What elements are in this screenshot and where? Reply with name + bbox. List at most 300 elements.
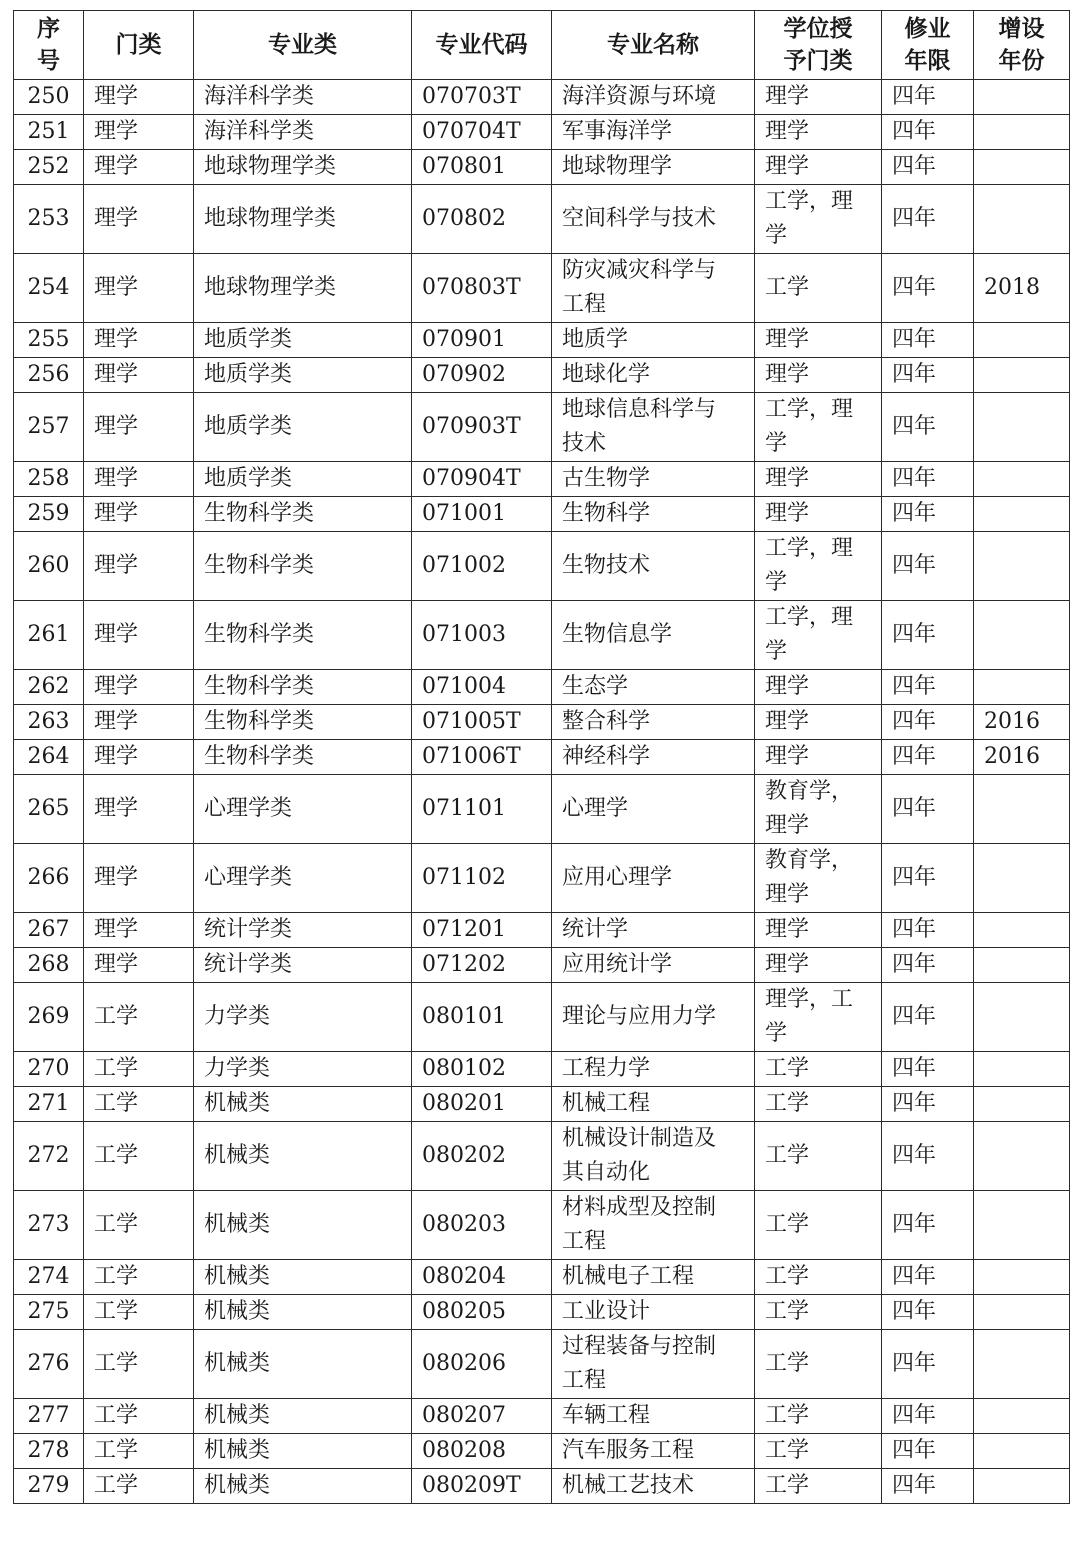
cell-category: 理学: [84, 532, 194, 601]
cell-name: [552, 393, 755, 462]
cell-code: 080201: [412, 1087, 552, 1122]
cell-degree-line: 工学，理: [765, 189, 854, 214]
cell-degree: [755, 844, 882, 913]
cell-category: 理学: [84, 150, 194, 185]
cell-name-line: 空间科学与技术: [562, 206, 717, 231]
header-line: 专业名称: [607, 32, 699, 58]
cell-code: 080203: [412, 1191, 552, 1260]
cell-category: 理学: [84, 601, 194, 670]
table-row: [14, 1330, 1070, 1399]
cell-degree-line: 工学: [765, 1438, 810, 1463]
cell-category: 工学: [84, 1434, 194, 1469]
cell-name: [552, 1260, 755, 1295]
cell-subject-class: 地质学类: [194, 393, 412, 462]
cell-name-line: 工业设计: [562, 1299, 651, 1324]
cell-degree: [755, 1295, 882, 1330]
cell-seq: 258: [14, 462, 84, 497]
cell-name-line: 统计学: [562, 917, 629, 942]
cell-subject-class: 地球物理学类: [194, 185, 412, 254]
cell-name-line: 过程装备与控制: [562, 1334, 717, 1359]
cell-code: 071201: [412, 913, 552, 948]
cell-name: [552, 1399, 755, 1434]
table-row: [14, 462, 1070, 497]
cell-degree: [755, 358, 882, 393]
cell-degree: [755, 254, 882, 323]
cell-seq: 264: [14, 740, 84, 775]
cell-code: 070803T: [412, 254, 552, 323]
cell-subject-class: 统计学类: [194, 913, 412, 948]
cell-degree-line: 工学: [765, 1299, 810, 1324]
cell-code: 080206: [412, 1330, 552, 1399]
header-line: 号: [37, 48, 60, 74]
cell-name-line: 机械设计制造及: [562, 1126, 717, 1151]
table-row: [14, 115, 1070, 150]
cell-category: 理学: [84, 497, 194, 532]
cell-category: 理学: [84, 462, 194, 497]
cell-degree-line: 理学: [765, 744, 810, 769]
cell-code: 070902: [412, 358, 552, 393]
header-code: [412, 11, 552, 80]
cell-duration: 四年: [882, 1087, 974, 1122]
cell-year: [974, 323, 1070, 358]
cell-code: 080208: [412, 1434, 552, 1469]
cell-subject-class: 心理学类: [194, 844, 412, 913]
cell-duration: 四年: [882, 462, 974, 497]
cell-code: 080209T: [412, 1469, 552, 1504]
cell-degree-line: 工学: [765, 1212, 810, 1237]
cell-year: [974, 1052, 1070, 1087]
table-header: [14, 11, 1070, 80]
cell-year: [974, 601, 1070, 670]
cell-duration: 四年: [882, 115, 974, 150]
cell-seq: 274: [14, 1260, 84, 1295]
cell-name-line: 应用统计学: [562, 952, 673, 977]
header-line: 年份: [998, 48, 1045, 74]
cell-name: [552, 323, 755, 358]
cell-degree: [755, 775, 882, 844]
cell-subject-class: 地球物理学类: [194, 254, 412, 323]
cell-degree: [755, 80, 882, 115]
cell-year: [974, 670, 1070, 705]
cell-degree: [755, 601, 882, 670]
cell-degree: [755, 740, 882, 775]
cell-name-line: 地球化学: [562, 362, 651, 387]
cell-degree-line: 理学: [765, 327, 810, 352]
cell-year: [974, 844, 1070, 913]
cell-name: [552, 983, 755, 1052]
cell-degree-line: 学: [765, 431, 788, 456]
cell-name-line: 应用心理学: [562, 865, 673, 890]
cell-name: [552, 254, 755, 323]
cell-category: 工学: [84, 983, 194, 1052]
cell-name-line: 工程力学: [562, 1056, 651, 1081]
header-line: 门类: [115, 32, 162, 58]
cell-degree-line: 理学: [765, 882, 810, 907]
table-row: [14, 185, 1070, 254]
cell-subject-class: 地球物理学类: [194, 150, 412, 185]
cell-category: 理学: [84, 323, 194, 358]
cell-code: 070903T: [412, 393, 552, 462]
cell-code: 071005T: [412, 705, 552, 740]
cell-degree-line: 学: [765, 1021, 788, 1046]
cell-degree-line: 理学: [765, 674, 810, 699]
cell-name: [552, 532, 755, 601]
cell-seq: 251: [14, 115, 84, 150]
cell-degree-line: 理学: [765, 84, 810, 109]
cell-name-line: 材料成型及控制: [562, 1195, 717, 1220]
cell-seq: 257: [14, 393, 84, 462]
cell-duration: 四年: [882, 323, 974, 358]
cell-year: 2016: [974, 705, 1070, 740]
cell-code: 080101: [412, 983, 552, 1052]
cell-degree-line: 理学: [765, 154, 810, 179]
cell-year: [974, 150, 1070, 185]
table-row: [14, 323, 1070, 358]
cell-code: 080205: [412, 1295, 552, 1330]
header-seq: [14, 11, 84, 80]
cell-name-line: 工程: [562, 1368, 607, 1393]
cell-category: 理学: [84, 705, 194, 740]
cell-degree: [755, 1434, 882, 1469]
cell-degree-line: 理学: [765, 709, 810, 734]
cell-degree-line: 工学: [765, 1473, 810, 1498]
cell-degree: [755, 983, 882, 1052]
cell-year: [974, 185, 1070, 254]
cell-seq: 270: [14, 1052, 84, 1087]
header-line: 年限: [904, 48, 951, 74]
cell-subject-class: 机械类: [194, 1191, 412, 1260]
cell-name-line: 技术: [562, 431, 607, 456]
cell-duration: 四年: [882, 983, 974, 1052]
cell-degree: [755, 462, 882, 497]
cell-name: [552, 358, 755, 393]
table-row: [14, 775, 1070, 844]
cell-year: [974, 1191, 1070, 1260]
cell-subject-class: 生物科学类: [194, 670, 412, 705]
cell-name: [552, 844, 755, 913]
table-row: [14, 497, 1070, 532]
cell-code: 070704T: [412, 115, 552, 150]
cell-degree: [755, 1122, 882, 1191]
cell-year: [974, 358, 1070, 393]
cell-category: 工学: [84, 1260, 194, 1295]
table-row: [14, 1434, 1070, 1469]
cell-code: 070901: [412, 323, 552, 358]
cell-degree-line: 学: [765, 223, 788, 248]
cell-name: [552, 913, 755, 948]
cell-degree: [755, 1191, 882, 1260]
cell-code: 071002: [412, 532, 552, 601]
header-line: 学位授: [783, 16, 853, 42]
cell-duration: 四年: [882, 532, 974, 601]
cell-subject-class: 机械类: [194, 1260, 412, 1295]
cell-seq: 253: [14, 185, 84, 254]
cell-degree: [755, 497, 882, 532]
cell-name: [552, 670, 755, 705]
cell-code: 071202: [412, 948, 552, 983]
cell-year: [974, 1122, 1070, 1191]
header-duration: [882, 11, 974, 80]
cell-seq: 262: [14, 670, 84, 705]
cell-subject-class: 机械类: [194, 1330, 412, 1399]
cell-name-line: 工程: [562, 292, 607, 317]
cell-category: 理学: [84, 844, 194, 913]
cell-category: 工学: [84, 1295, 194, 1330]
cell-name-line: 整合科学: [562, 709, 651, 734]
cell-duration: 四年: [882, 740, 974, 775]
cell-degree-line: 工学: [765, 1264, 810, 1289]
cell-subject-class: 机械类: [194, 1122, 412, 1191]
cell-name: [552, 601, 755, 670]
header-line: 修业: [904, 16, 951, 42]
cell-category: 理学: [84, 80, 194, 115]
cell-year: [974, 1087, 1070, 1122]
cell-degree-line: 理学: [765, 917, 810, 942]
cell-duration: 四年: [882, 80, 974, 115]
cell-degree: [755, 323, 882, 358]
cell-duration: 四年: [882, 150, 974, 185]
cell-name: [552, 1434, 755, 1469]
header-degree: [755, 11, 882, 80]
cell-year: [974, 1469, 1070, 1504]
cell-degree-line: 工学: [765, 1091, 810, 1116]
cell-code: 071006T: [412, 740, 552, 775]
cell-degree-line: 理学，工: [765, 987, 854, 1012]
cell-subject-class: 生物科学类: [194, 497, 412, 532]
cell-subject-class: 生物科学类: [194, 705, 412, 740]
cell-degree-line: 理学: [765, 501, 810, 526]
cell-degree: [755, 1260, 882, 1295]
cell-degree-line: 工学: [765, 1351, 810, 1376]
cell-category: 理学: [84, 740, 194, 775]
cell-name: [552, 1191, 755, 1260]
cell-year: 2018: [974, 254, 1070, 323]
table-row: [14, 948, 1070, 983]
cell-degree: [755, 948, 882, 983]
cell-seq: 250: [14, 80, 84, 115]
cell-name: [552, 80, 755, 115]
cell-seq: 277: [14, 1399, 84, 1434]
cell-subject-class: 机械类: [194, 1399, 412, 1434]
cell-duration: 四年: [882, 705, 974, 740]
cell-year: [974, 1434, 1070, 1469]
table-row: [14, 844, 1070, 913]
cell-duration: 四年: [882, 913, 974, 948]
table-row: [14, 532, 1070, 601]
header-line: 序: [37, 16, 60, 42]
cell-category: 工学: [84, 1330, 194, 1399]
cell-seq: 276: [14, 1330, 84, 1399]
cell-duration: 四年: [882, 185, 974, 254]
cell-year: [974, 497, 1070, 532]
table-row: [14, 1260, 1070, 1295]
cell-name-line: 机械电子工程: [562, 1264, 695, 1289]
cell-degree-line: 教育学，: [765, 779, 854, 804]
cell-degree-line: 工学，理: [765, 605, 854, 630]
cell-degree: [755, 913, 882, 948]
cell-name-line: 古生物学: [562, 466, 651, 491]
cell-duration: 四年: [882, 1434, 974, 1469]
cell-category: 工学: [84, 1087, 194, 1122]
cell-seq: 260: [14, 532, 84, 601]
cell-code: 071102: [412, 844, 552, 913]
cell-subject-class: 生物科学类: [194, 601, 412, 670]
cell-category: 工学: [84, 1052, 194, 1087]
cell-name: [552, 1087, 755, 1122]
cell-year: [974, 913, 1070, 948]
cell-code: 080102: [412, 1052, 552, 1087]
cell-degree-line: 理学: [765, 952, 810, 977]
cell-name: [552, 185, 755, 254]
cell-duration: 四年: [882, 1330, 974, 1399]
cell-code: 070802: [412, 185, 552, 254]
cell-degree-line: 工学: [765, 275, 810, 300]
table-row: [14, 1122, 1070, 1191]
cell-subject-class: 机械类: [194, 1469, 412, 1504]
table-row: [14, 1087, 1070, 1122]
cell-name-line: 生物技术: [562, 553, 651, 578]
cell-name-line: 军事海洋学: [562, 119, 673, 144]
cell-seq: 269: [14, 983, 84, 1052]
cell-seq: 261: [14, 601, 84, 670]
cell-year: [974, 115, 1070, 150]
cell-category: 工学: [84, 1191, 194, 1260]
header-line: 增设: [998, 16, 1045, 42]
cell-seq: 252: [14, 150, 84, 185]
cell-duration: 四年: [882, 601, 974, 670]
cell-year: [974, 462, 1070, 497]
cell-category: 理学: [84, 254, 194, 323]
cell-subject-class: 生物科学类: [194, 740, 412, 775]
cell-year: [974, 532, 1070, 601]
cell-subject-class: 地质学类: [194, 358, 412, 393]
table-row: [14, 1052, 1070, 1087]
cell-code: 071101: [412, 775, 552, 844]
table-row: [14, 913, 1070, 948]
cell-subject-class: 生物科学类: [194, 532, 412, 601]
major-table: [13, 10, 1070, 1504]
cell-name-line: 地质学: [562, 327, 629, 352]
cell-seq: 267: [14, 913, 84, 948]
header-line: 专业代码: [435, 32, 528, 58]
cell-name-line: 心理学: [562, 796, 629, 821]
cell-category: 理学: [84, 115, 194, 150]
cell-subject-class: 海洋科学类: [194, 80, 412, 115]
table-row: [14, 670, 1070, 705]
cell-seq: 268: [14, 948, 84, 983]
cell-name-line: 防灾减灾科学与: [562, 258, 717, 283]
cell-duration: 四年: [882, 670, 974, 705]
cell-degree-line: 教育学，: [765, 848, 854, 873]
cell-name: [552, 497, 755, 532]
cell-seq: 256: [14, 358, 84, 393]
cell-year: [974, 948, 1070, 983]
cell-code: 071004: [412, 670, 552, 705]
cell-subject-class: 地质学类: [194, 323, 412, 358]
cell-name-line: 海洋资源与环境: [562, 84, 717, 109]
cell-year: [974, 1295, 1070, 1330]
cell-degree-line: 工学: [765, 1403, 810, 1428]
cell-year: [974, 393, 1070, 462]
cell-duration: 四年: [882, 1295, 974, 1330]
cell-seq: 259: [14, 497, 84, 532]
cell-name-line: 其自动化: [562, 1160, 651, 1185]
table-row: [14, 80, 1070, 115]
cell-name: [552, 775, 755, 844]
table-row: [14, 601, 1070, 670]
cell-category: 工学: [84, 1469, 194, 1504]
table-body: [14, 80, 1070, 1504]
cell-category: 工学: [84, 1399, 194, 1434]
cell-year: [974, 1399, 1070, 1434]
table-row: [14, 983, 1070, 1052]
cell-duration: 四年: [882, 1469, 974, 1504]
table-row: [14, 1191, 1070, 1260]
cell-subject-class: 机械类: [194, 1087, 412, 1122]
cell-category: 理学: [84, 393, 194, 462]
cell-degree: [755, 1052, 882, 1087]
cell-name-line: 生物信息学: [562, 622, 673, 647]
table-row: [14, 705, 1070, 740]
cell-degree: [755, 705, 882, 740]
cell-duration: 四年: [882, 254, 974, 323]
header-name: [552, 11, 755, 80]
cell-name-line: 汽车服务工程: [562, 1438, 695, 1463]
cell-year: [974, 1330, 1070, 1399]
cell-degree-line: 理学: [765, 813, 810, 838]
cell-duration: 四年: [882, 844, 974, 913]
cell-seq: 265: [14, 775, 84, 844]
cell-degree: [755, 185, 882, 254]
header-line: 予门类: [783, 48, 853, 74]
cell-degree-line: 工学: [765, 1056, 810, 1081]
cell-name: [552, 115, 755, 150]
cell-name: [552, 1295, 755, 1330]
cell-category: 理学: [84, 775, 194, 844]
cell-degree: [755, 532, 882, 601]
cell-duration: 四年: [882, 393, 974, 462]
cell-subject-class: 机械类: [194, 1434, 412, 1469]
cell-category: 理学: [84, 358, 194, 393]
cell-name-line: 地球信息科学与: [562, 397, 717, 422]
cell-name-line: 机械工艺技术: [562, 1473, 695, 1498]
cell-degree: [755, 393, 882, 462]
cell-seq: 271: [14, 1087, 84, 1122]
table-row: [14, 1295, 1070, 1330]
cell-year: [974, 80, 1070, 115]
cell-duration: 四年: [882, 1122, 974, 1191]
cell-year: 2016: [974, 740, 1070, 775]
cell-subject-class: 力学类: [194, 983, 412, 1052]
table-row: [14, 254, 1070, 323]
cell-duration: 四年: [882, 1399, 974, 1434]
cell-degree: [755, 1399, 882, 1434]
cell-duration: 四年: [882, 497, 974, 532]
cell-degree-line: 理学: [765, 362, 810, 387]
table-row: [14, 1399, 1070, 1434]
cell-degree-line: 理学: [765, 466, 810, 491]
table-row: [14, 150, 1070, 185]
cell-name: [552, 740, 755, 775]
cell-subject-class: 统计学类: [194, 948, 412, 983]
cell-code: 070801: [412, 150, 552, 185]
cell-seq: 266: [14, 844, 84, 913]
cell-degree-line: 理学: [765, 119, 810, 144]
cell-degree-line: 工学: [765, 1143, 810, 1168]
cell-year: [974, 775, 1070, 844]
cell-name: [552, 705, 755, 740]
header-year: [974, 11, 1070, 80]
